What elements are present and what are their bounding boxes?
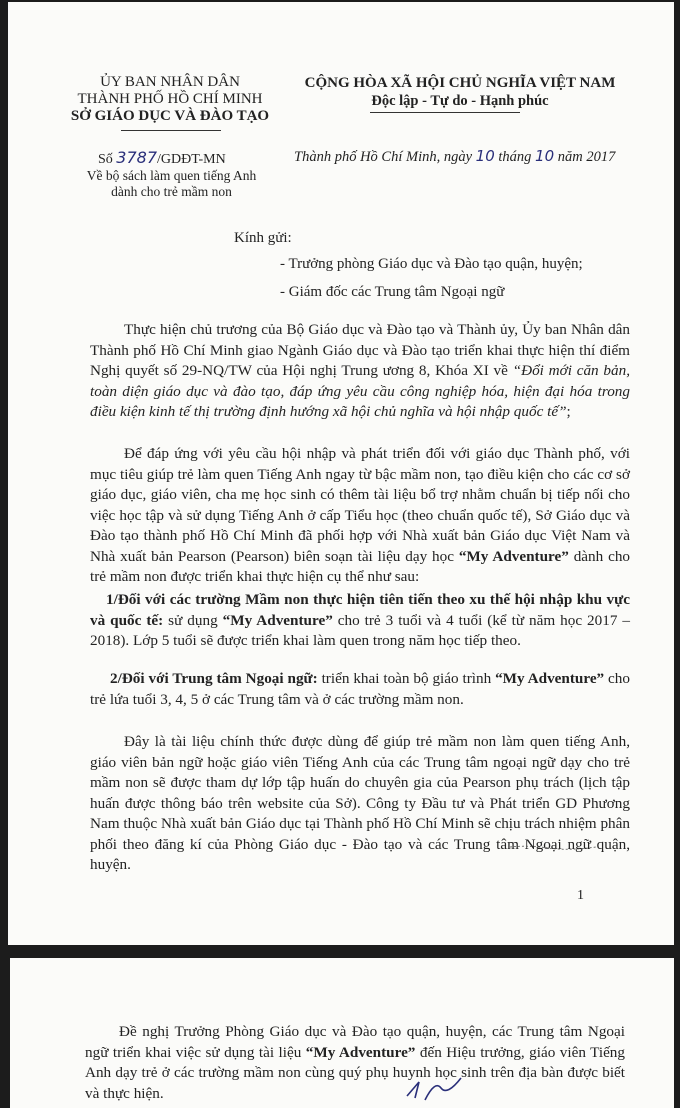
recipient-1: - Trưởng phòng Giáo dục và Đào tạo quận, huyện;	[280, 256, 583, 272]
doc-number-prefix: Số	[98, 152, 113, 167]
recipient-2: - Giám đốc các Trung tâm Ngoại ngữ	[280, 284, 505, 300]
document-number	[98, 148, 226, 168]
national-motto: Độc lập - Tự do - Hạnh phúc	[371, 93, 549, 109]
paragraph-2	[90, 444, 630, 588]
date-mid: tháng	[498, 149, 532, 165]
date-prefix: Thành phố Hồ Chí Minh, ngày	[294, 149, 473, 165]
signature-mark	[405, 1076, 465, 1102]
p3-end: cho trẻ 3 tuổi và 4 tuổi (kể từ năm học 2017 – 2018). Lớp 5 tuổi sẽ được triển khai làm quen trong năm học tiếp theo.	[90, 611, 630, 649]
issuing-agency-header	[60, 74, 280, 125]
page-number: 1	[577, 888, 584, 903]
p6-text: Đề nghị Trưởng Phòng Giáo dục và Đào tạo quận, huyện, các Trung tâm Ngoại ngữ triển khai việc sử dụng tài liệu	[85, 1023, 625, 1061]
paragraph-5: Đây là tài liệu chính thức được dùng để giúp trẻ mầm non làm quen tiếng Anh, giáo viên bản ngữ hoặc giáo viên Tiếng Anh của các Trung tâm ngoại ngữ dạy cho trẻ mầm non sẽ được tham dự lớp tập huấn do chuyên gia của Pearson phụ trách (lịch tập huấn được thông báo trên website của Sở). Công ty Đầu tư và Phát triển GD Phương Nam thuộc Nhà xuất bản Giáo dục tại Thành phố Hồ Chí Minh sẽ chịu trách nhiệm phân phối theo đăng kí của Phòng Giáo dục - Đào tạo và các Trung tâm Ngoại ngữ quận, huyện.	[90, 733, 630, 873]
agency-line-1: ỦY BAN NHÂN DÂN	[100, 74, 240, 90]
doc-number-handwritten: 3787	[116, 148, 158, 167]
p1-text: Thực hiện chủ trương của Bộ Giáo dục và Đào tạo và Thành ủy, Ủy ban Nhân dân Thành phố Hồ Chí Minh giao Ngành Giáo dục và Đào tạo triển khai thực hiện thí điểm Nghị quyết số 29-NQ/TW của Hội nghị Trung ương 8, Khóa XI về	[90, 321, 630, 379]
p6-end: đến Hiệu trưởng, giáo viên Tiếng Anh dạy trẻ ở các trường mầm non cùng quý phụ huynh học sinh trên địa bàn được biết và thực hiện.	[85, 1043, 625, 1102]
document-subject: Về bộ sách làm quen tiếng Anh dành cho trẻ mầm non	[86, 168, 257, 199]
p2-end: dành cho trẻ mầm non được triển khai thực hiện cụ thể như sau:	[90, 547, 631, 585]
paragraph-3	[90, 590, 630, 652]
motto-underline	[370, 112, 520, 113]
agency-line-2: THÀNH PHỐ HỒ CHÍ MINH	[77, 91, 263, 107]
document-page-1	[8, 2, 674, 945]
date-day: 10	[475, 147, 495, 165]
p2-title: “My Adventure”	[458, 547, 569, 565]
p1-quote: “Đổi mới căn bản, toàn diện giáo dục và đào tạo, đáp ứng yêu cầu công nghiệp hóa, hiện đại hóa trong điều kiện kinh tế thị trường định hướng xã hội chủ nghĩa và hội nhập quốc tế”	[90, 362, 630, 420]
salutation: Kính gửi:	[234, 230, 292, 246]
p2-text: Để đáp ứng với yêu cầu hội nhập và phát triển đối với giáo dục Thành phố, với mục tiêu giúp trẻ làm quen Tiếng Anh ngay từ bậc mầm non, tạo điều kiện cho các cơ sở giáo dục, giáo viên, cha mẹ học sinh có thêm tài liệu bổ trợ nhằm chuẩn bị tiếp nối cho việc học tập và sử dụng Tiếng Anh ở cấp Tiểu học (theo chuẩn quốc tế), Sở Giáo dục và Đào tạo thành phố Hồ Chí Minh đã phối hợp với Nhà xuất bản Giáo dục Việt Nam và Nhà xuất bản Pearson (Pearson) biên soạn tài liệu dạy học	[90, 445, 630, 565]
p3-text: sử dụng	[163, 611, 223, 629]
p6-title: “My Adventure”	[305, 1043, 416, 1061]
national-motto-header	[280, 74, 640, 110]
date-year: năm 2017	[557, 149, 616, 165]
p1-end: ;	[566, 403, 571, 420]
p4-end: cho trẻ lứa tuổi 3, 4, 5 ở các Trung tâm và ở các trường mầm non.	[90, 670, 630, 708]
document-date	[294, 147, 615, 166]
p4-title: “My Adventure”	[495, 670, 605, 687]
ink-scribble	[508, 844, 598, 850]
country-name: CỘNG HÒA XÃ HỘI CHỦ NGHĨA VIỆT NAM	[304, 75, 616, 91]
agency-line-3: SỞ GIÁO DỤC VÀ ĐÀO TẠO	[70, 108, 270, 124]
paragraph-1	[90, 320, 630, 423]
date-month: 10	[535, 147, 555, 165]
p3-heading: 1/Đối với các trường Mầm non thực hiện tiên tiến theo xu thế hội nhập khu vực và quốc tế:	[90, 591, 630, 629]
paragraph-6	[85, 1022, 625, 1104]
p4-text: triển khai toàn bộ giáo trình	[317, 670, 496, 687]
agency-underline	[121, 130, 221, 131]
p3-title: “My Adventure”	[222, 611, 333, 629]
p4-heading: 2/Đối với Trung tâm Ngoại ngữ:	[110, 670, 318, 687]
doc-number-suffix: /GDĐT-MN	[157, 152, 226, 167]
paragraph-4	[90, 669, 630, 710]
